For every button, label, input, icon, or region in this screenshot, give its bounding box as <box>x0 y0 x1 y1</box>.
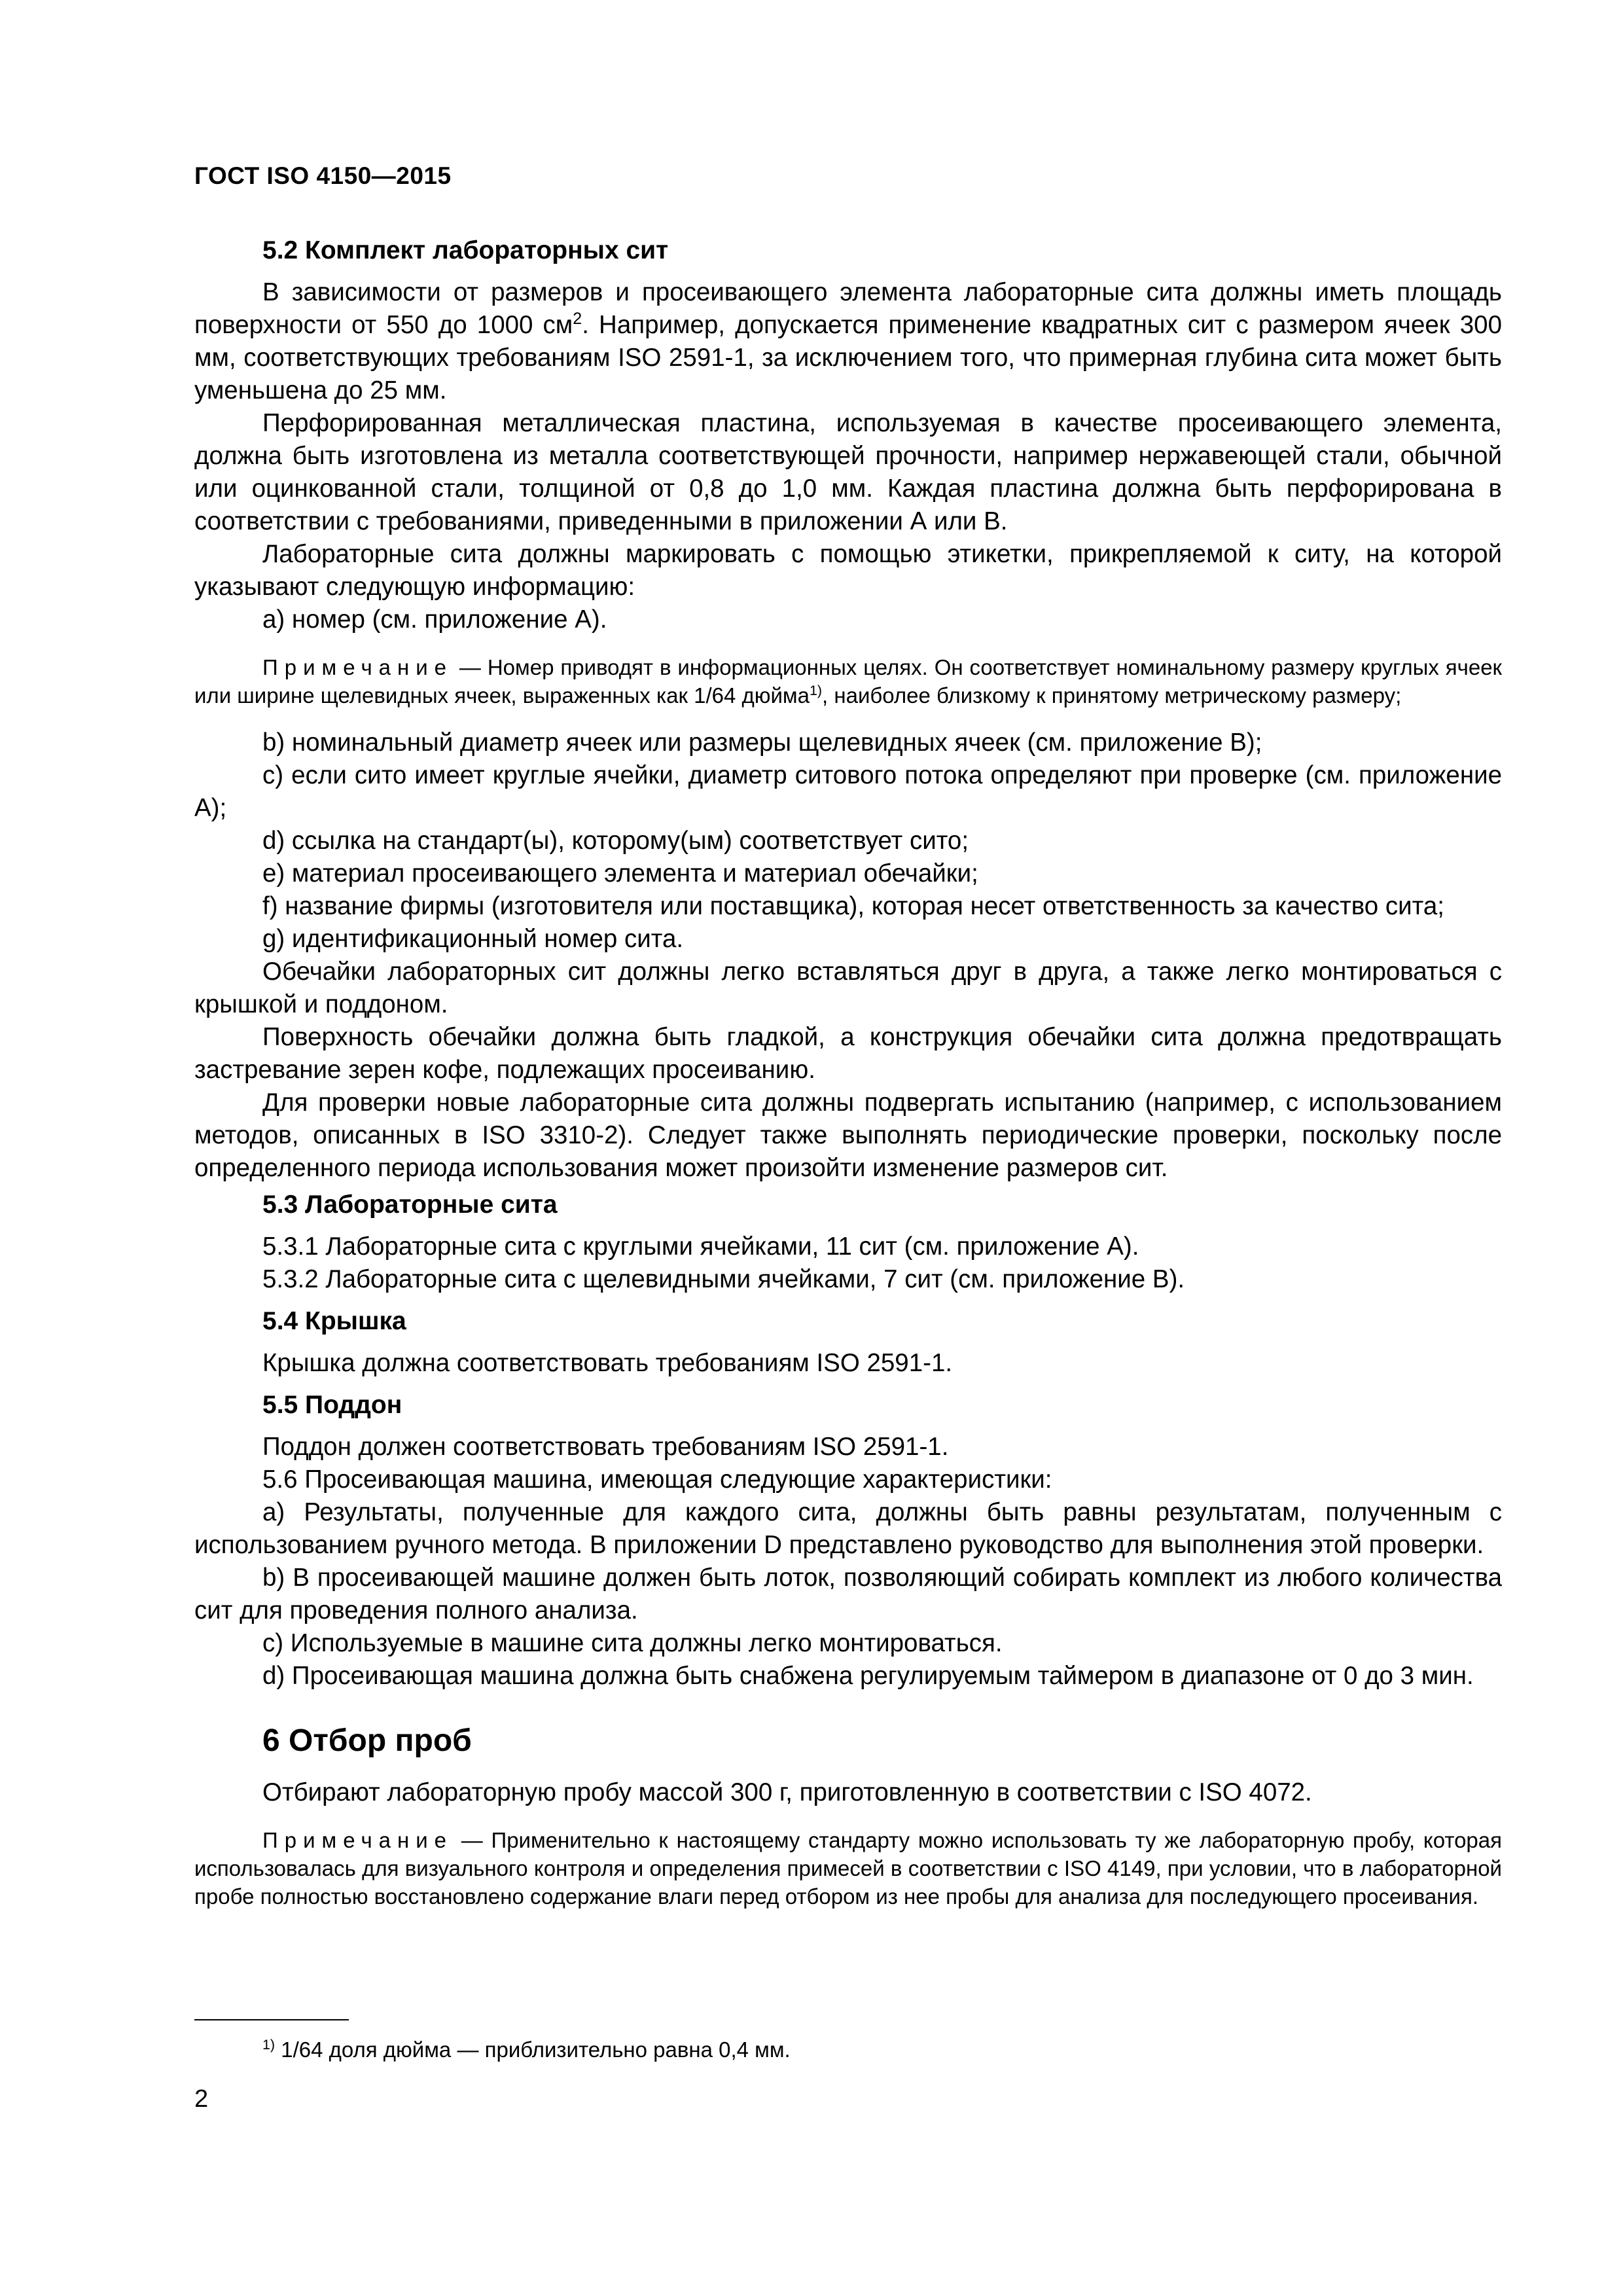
list-item: b) номинальный диаметр ячеек или размеры щелевидных ячеек (см. приложение В); <box>262 728 1262 757</box>
note-text: — Номер приводят в информационных целях. Он соответствует номинальному размеру круглых ячеек или ширине щелевидных ячеек, выраженных как 1/64 дюйма <box>194 655 1502 708</box>
subsection-5-6: 5.6 Просеивающая машина, имеющая следующие характеристики: <box>262 1465 1052 1494</box>
list-item: g) идентификационный номер сита. <box>262 925 684 953</box>
paragraph-text: В зависимости от размеров и просеивающего элемента лабораторные сита должны иметь площадь поверхности от 550 до 1000 см <box>194 278 1502 339</box>
section-5-5-title: 5.5 Поддон <box>262 1391 402 1419</box>
document-header: ГОСТ ISO 4150—2015 <box>194 162 452 189</box>
footnote <box>262 2036 791 2064</box>
note-text: — Применительно к настоящему стандарту можно использовать ту же лабораторную пробу, которая использовалась для визуального контроля и определения примесей в соответствии с ISO 4149, при условии, что в лабораторной пробе полностью восстановлено содержание влаги перед отбором из нее пробы для анализа для последующего просеивания. <box>194 1828 1502 1909</box>
paragraph: Перфорированная металлическая пластина, используемая в качестве просеивающего элемента, должна быть изготовлена из металла соответствующей прочности, например нержавеющей стали, обычной или оцинкованной стали, толщиной от 0,8 до 1,0 мм. Каждая пластина должна быть перфорирована в соответствии с требованиями, приведенными в приложении А или В. <box>194 409 1502 535</box>
footnote-divider <box>194 2019 349 2020</box>
paragraph: Обечайки лабораторных сит должны легко вставляться друг в друга, а также легко монтироваться с крышкой и поддоном. <box>194 958 1502 1018</box>
paragraph: Крышка должна соответствовать требованиям ISO 2591-1. <box>262 1349 953 1377</box>
superscript: 2 <box>573 310 582 329</box>
section-5-3-title: 5.3 Лабораторные сита <box>262 1191 558 1219</box>
note-label: Примечание <box>262 1828 454 1852</box>
paragraph: Для проверки новые лабораторные сита должны подвергать испытанию (например, с использованием методов, описанных в ISO 3310-2). Следует также выполнять периодические проверки, поскольку после определенного периода использования может произойти изменение размеров сит. <box>194 1088 1502 1182</box>
paragraph <box>194 276 1502 407</box>
section-5-4-title: 5.4 Крышка <box>262 1307 406 1335</box>
paragraph-text: . Например, допускается применение квадратных сит с размером ячеек 300 мм, соответствующих требованиям ISO 2591-1, за исключением того, что примерная глубина сита может быть уменьшена до 25 мм. <box>194 311 1502 404</box>
paragraph: Лабораторные сита должны маркировать с помощью этикетки, прикрепляемой к ситу, на которой указывают следующую информацию: <box>194 540 1502 601</box>
paragraph: Поддон должен соответствовать требованиям ISO 2591-1. <box>262 1433 949 1461</box>
subsection-5-3-2: 5.3.2 Лабораторные сита с щелевидными ячейками, 7 сит (см. приложение В). <box>262 1265 1185 1293</box>
footnote-marker: 1) <box>262 2037 276 2053</box>
list-item: a) Результаты, полученные для каждого сита, должны быть равны результатам, полученным с использованием ручного метода. В приложении D представлено руководство для выполнения этой проверки. <box>194 1498 1502 1559</box>
note-label: Примечание <box>262 655 454 679</box>
list-item: e) материал просеивающего элемента и материал обечайки; <box>262 859 978 888</box>
section-5-2-title: 5.2 Комплект лабораторных сит <box>262 236 669 264</box>
note-text: , наиболее близкому к принятому метрическому размеру; <box>822 683 1402 708</box>
section-6-title: 6 Отбор проб <box>262 1723 472 1758</box>
paragraph: Поверхность обечайки должна быть гладкой, а конструкция обечайки сита должна предотвращать застревание зерен кофе, подлежащих просеиванию. <box>194 1023 1502 1084</box>
list-item: d) ссылка на стандарт(ы), которому(ым) соответствует сито; <box>262 827 969 855</box>
note <box>194 653 1502 709</box>
subsection-5-3-1: 5.3.1 Лабораторные сита с круглыми ячейками, 11 сит (см. приложение А). <box>262 1232 1139 1261</box>
footnote-ref: 1) <box>809 683 823 698</box>
page-number: 2 <box>194 2085 209 2113</box>
paragraph: Отбирают лабораторную пробу массой 300 г, приготовленную в соответствии с ISO 4072. <box>262 1778 1312 1806</box>
list-item: c) если сито имеет круглые ячейки, диаметр ситового потока определяют при проверке (см. приложение А); <box>194 761 1502 822</box>
list-item: b) В просеивающей машине должен быть лоток, позволяющий собирать комплект из любого количества сит для проведения полного анализа. <box>194 1564 1502 1624</box>
footnote-text: 1/64 доля дюйма — приблизительно равна 0,4 мм. <box>275 2037 791 2062</box>
list-item: f) название фирмы (изготовителя или поставщика), которая несет ответственность за качество сита; <box>262 892 1444 920</box>
list-item: a) номер (см. приложение А). <box>262 605 607 634</box>
note <box>194 1826 1502 1910</box>
page-body <box>194 230 1502 1928</box>
list-item: c) Используемые в машине сита должны легко монтироваться. <box>262 1629 1003 1657</box>
list-item: d) Просеивающая машина должна быть снабжена регулируемым таймером в диапазоне от 0 до 3 мин. <box>262 1662 1474 1690</box>
